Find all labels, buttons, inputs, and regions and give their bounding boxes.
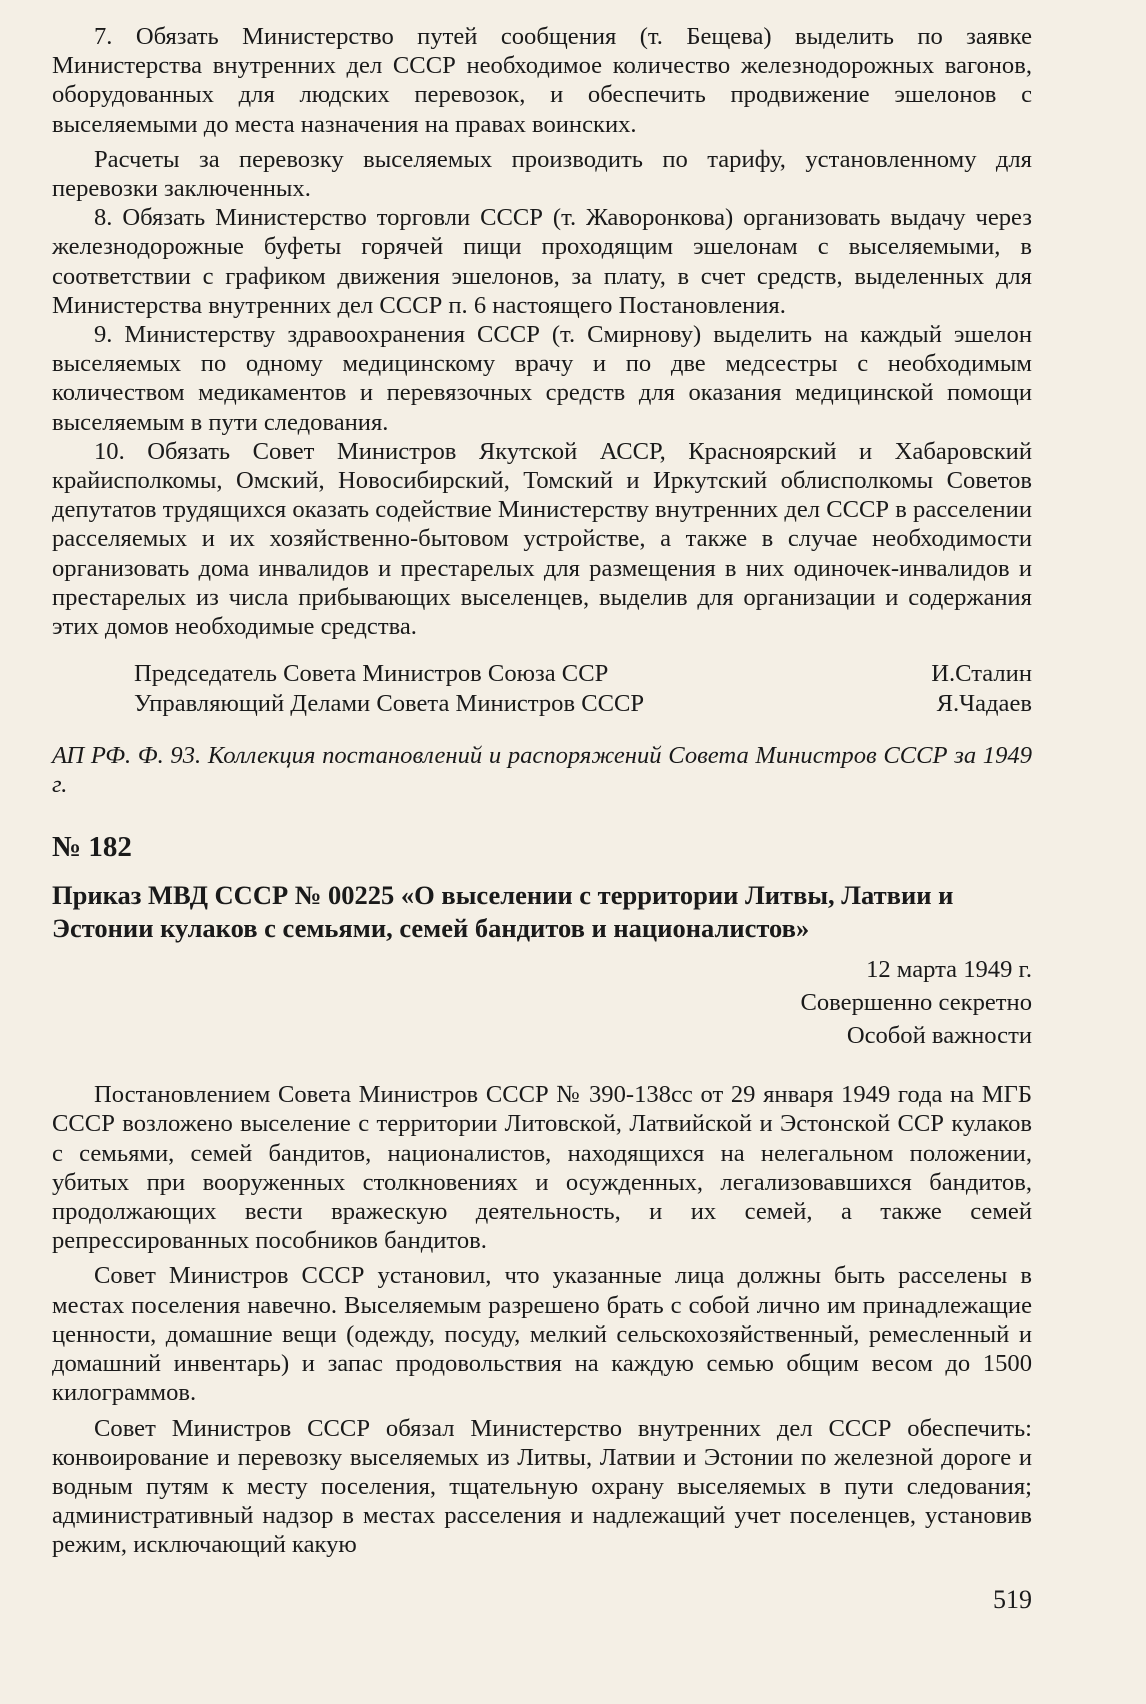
classification-top-secret: Совершенно секретно (800, 989, 1032, 1017)
signatory-name: Я.Чадаев (936, 690, 1032, 718)
classification-special-importance: Особой важности (846, 1022, 1032, 1050)
text-column (52, 22, 1032, 1560)
document-date: 12 марта 1949 г. (866, 956, 1032, 984)
order-body (52, 1080, 1032, 1559)
page-number: 519 (993, 1585, 1032, 1614)
document-title: Приказ МВД СССР № 00225 «О выселении с территории Литвы, Латвии и Эстонии кулаков с семьями, семей бандитов и националистов» (52, 880, 954, 944)
signatory-name: И.Сталин (931, 660, 1032, 688)
paragraph-7-payment: Расчеты за перевозку выселяемых производить по тарифу, установленному для перевозки заключенных. (52, 145, 1032, 203)
body-paragraph: Совет Министров СССР установил, что указанные лица должны быть расселены в местах поселения навечно. Выселяемым разрешено брать с собой лично им принадлежащие ценности, домашние вещи (одежду, посуду, мелкий сельскохозяйственный, ремесленный и домашний инвентарь) и запас продовольствия на каждую семью общим весом до 1500 килограммов. (52, 1262, 1032, 1407)
signature-row (134, 659, 1032, 689)
paragraph-9: 9. Министерству здравоохранения СССР (т. Смирнову) выделить на каждый эшелон выселяемых по одному медицинскому врачу и по две медсестры с необходимым количеством медикаментов и перевязочных средств для оказания медицинской помощи выселяемым в пути следования. (52, 321, 1032, 436)
archive-source-note: АП РФ. Ф. 93. Коллекция постановлений и распоряжений Совета Министров СССР за 1949 г. (52, 742, 1032, 799)
body-paragraph: Постановлением Совета Министров СССР № 390-138сс от 29 января 1949 года на МГБ СССР возложено выселение с территории Литовской, Латвийской и Эстонской ССР кулаков с семьями, семей бандитов, националистов, находящихся на нелегальном положении, убитых при вооруженных столкновениях и осужденных, легализовавшихся бандитов, продолжающих вести вражескую деятельность, и их семей, а также семей репрессированных пособников бандитов. (52, 1081, 1032, 1255)
signature-block (52, 659, 1032, 719)
signatory-title: Председатель Совета Министров Союза ССР (134, 660, 609, 688)
document-number: № 182 (52, 831, 132, 864)
paragraph-8: 8. Обязать Министерство торговли СССР (т. Жаворонкова) организовать выдачу через железнодорожные буфеты горячей пищи проходящим эшелонам с выселяемыми, в соответствии с графиком движения эшелонов, за плату, в счет средств, выделенных для Министерства внутренних дел СССР п. 6 настоящего Постановления. (52, 204, 1032, 319)
signature-row (134, 689, 1032, 719)
paragraph-7: 7. Обязать Министерство путей сообщения (т. Бещева) выделить по заявке Министерства внутренних дел СССР необходимое количество железнодорожных вагонов, оборудованных для людских перевозок, и обеспечить продвижение эшелонов с выселяемыми до места назначения на правах воинских. (52, 23, 1032, 138)
body-paragraph: Совет Министров СССР обязал Министерство внутренних дел СССР обеспечить: конвоирование и перевозку выселяемых из Литвы, Латвии и Эстонии по железной дороге и водным путям к месту поселения, тщательную охрану выселяемых в пути следования; административный надзор в местах расселения и надлежащий учет поселенцев, установив режим, исключающий какую (52, 1414, 1032, 1559)
paragraph-10: 10. Обязать Совет Министров Якутской АССР, Красноярский и Хабаровский крайисполкомы, Омский, Новосибирский, Томский и Иркутский облисполкомы Советов депутатов трудящихся оказать содействие Министерству внутренних дел СССР в расселении расселяемых и их хозяйственно-бытовом устройстве, а также в случае необходимости организовать дома инвалидов и престарелых для размещения в них одиночек-инвалидов и престарелых из числа прибывающих выселенцев, выделив для организации и содержания этих домов необходимые средства. (52, 437, 1032, 641)
signatory-title: Управляющий Делами Совета Министров СССР (134, 690, 645, 718)
